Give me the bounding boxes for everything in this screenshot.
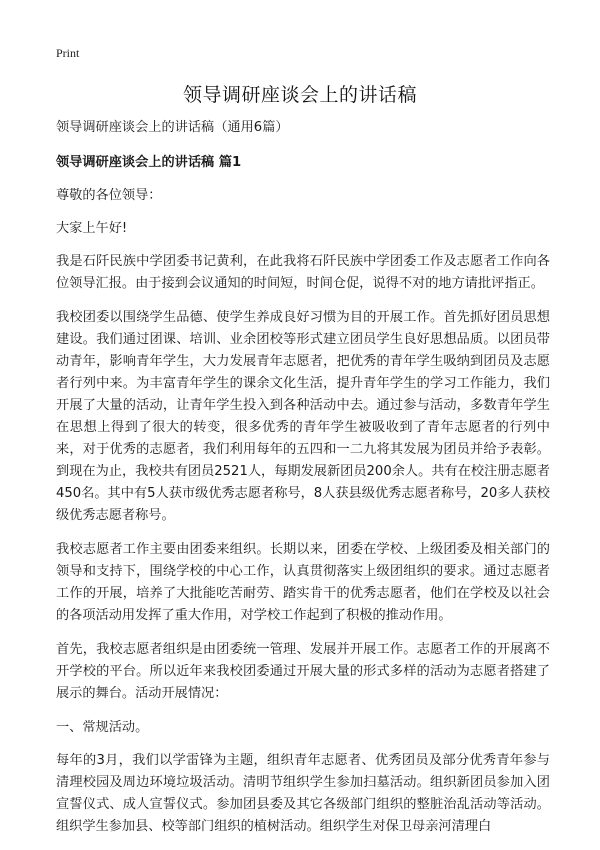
paragraph-heading-routine: 一、常规活动。 <box>56 720 149 735</box>
paragraph-greeting: 大家上午好! <box>56 221 128 236</box>
print-link[interactable]: Print <box>56 46 80 60</box>
document-title: 领导调研座谈会上的讲话稿 <box>182 84 417 106</box>
document-subtitle: 领导调研座谈会上的讲话稿（通用6篇） <box>56 120 289 135</box>
paragraph-volunteer-work: 我校志愿者工作主要由团委来组织。长期以来，团委在学校、上级团委及相关部门的领导和支持下，围绕学校的中心工作，认真贯彻落实上级团组织的要求。通过志愿者工作的开展，培养了大批能吃苦耐劳、踏实肯干的优秀志愿者，他们在学校及以社会的各项活动用发挥了重大作用，对学校工作起到了积极的推动作用。 <box>56 542 550 623</box>
paragraph-salutation: 尊敬的各位领导： <box>56 188 162 203</box>
paragraph-intro: 我是石阡民族中学团委书记黄利，在此我将石阡民族中学团委工作及志愿者工作向各位领导汇报。由于接到会议通知的时间短，时间仓促，说得不对的地方请批评指正。 <box>56 254 550 291</box>
section-title: 领导调研座谈会上的讲话稿 篇1 <box>56 155 242 170</box>
paragraph-organization: 首先，我校志愿者组织是由团委统一管理、发展并开展工作。志愿者工作的开展离不开学校的平台。所以近年来我校团委通过开展大量的形式多样的活动为志愿者搭建了展示的舞台。活动开展情况： <box>56 642 550 701</box>
paragraph-league-work: 我校团委以围绕学生品德、使学生养成良好习惯为目的开展工作。首先抓好团员思想建设。我们通过团课、培训、业余团校等形式建立团员学生良好思想品质。以团员带动青年，影响青年学生，大力发展青年志愿者，把优秀的青年学生吸纳到团员及志愿者行列中来。为丰富青年学生的课余文化生活，提升青年学生的学习工作能力，我们开展了大量的活动，让青年学生投入到各种活动中去。通过参与活动，多数青年学生在思想上得到了很大的转变，很多优秀的青年学生被吸收到了青年志愿者的行列中来，对于优秀的志愿者，我们利用每年的五四和一二九将其发展为团员并给予表彰。到现在为止，我校共有团员2521人，每期发展新团员200余人。共有在校注册志愿者450名。其中有5人获市级优秀志愿者称号，8人获县级优秀志愿者称号，20多人获校级优秀志愿者称号。 <box>56 310 550 523</box>
document-body <box>56 112 550 850</box>
paragraph-routine-activities: 每年的3月，我们以学雷锋为主题，组织青年志愿者、优秀团员及部分优秀青年参与清理校园及周边环境垃圾活动。清明节组织学生参加扫墓活动。组织新团员参加入团宣誓仪式、成人宣誓仪式。参加团县委及其它各级部门组织的整脏治乱活动等活动。组织学生参加县、校等部门组织的植树活动。组织学生对保卫母亲河清理白 <box>56 753 550 834</box>
